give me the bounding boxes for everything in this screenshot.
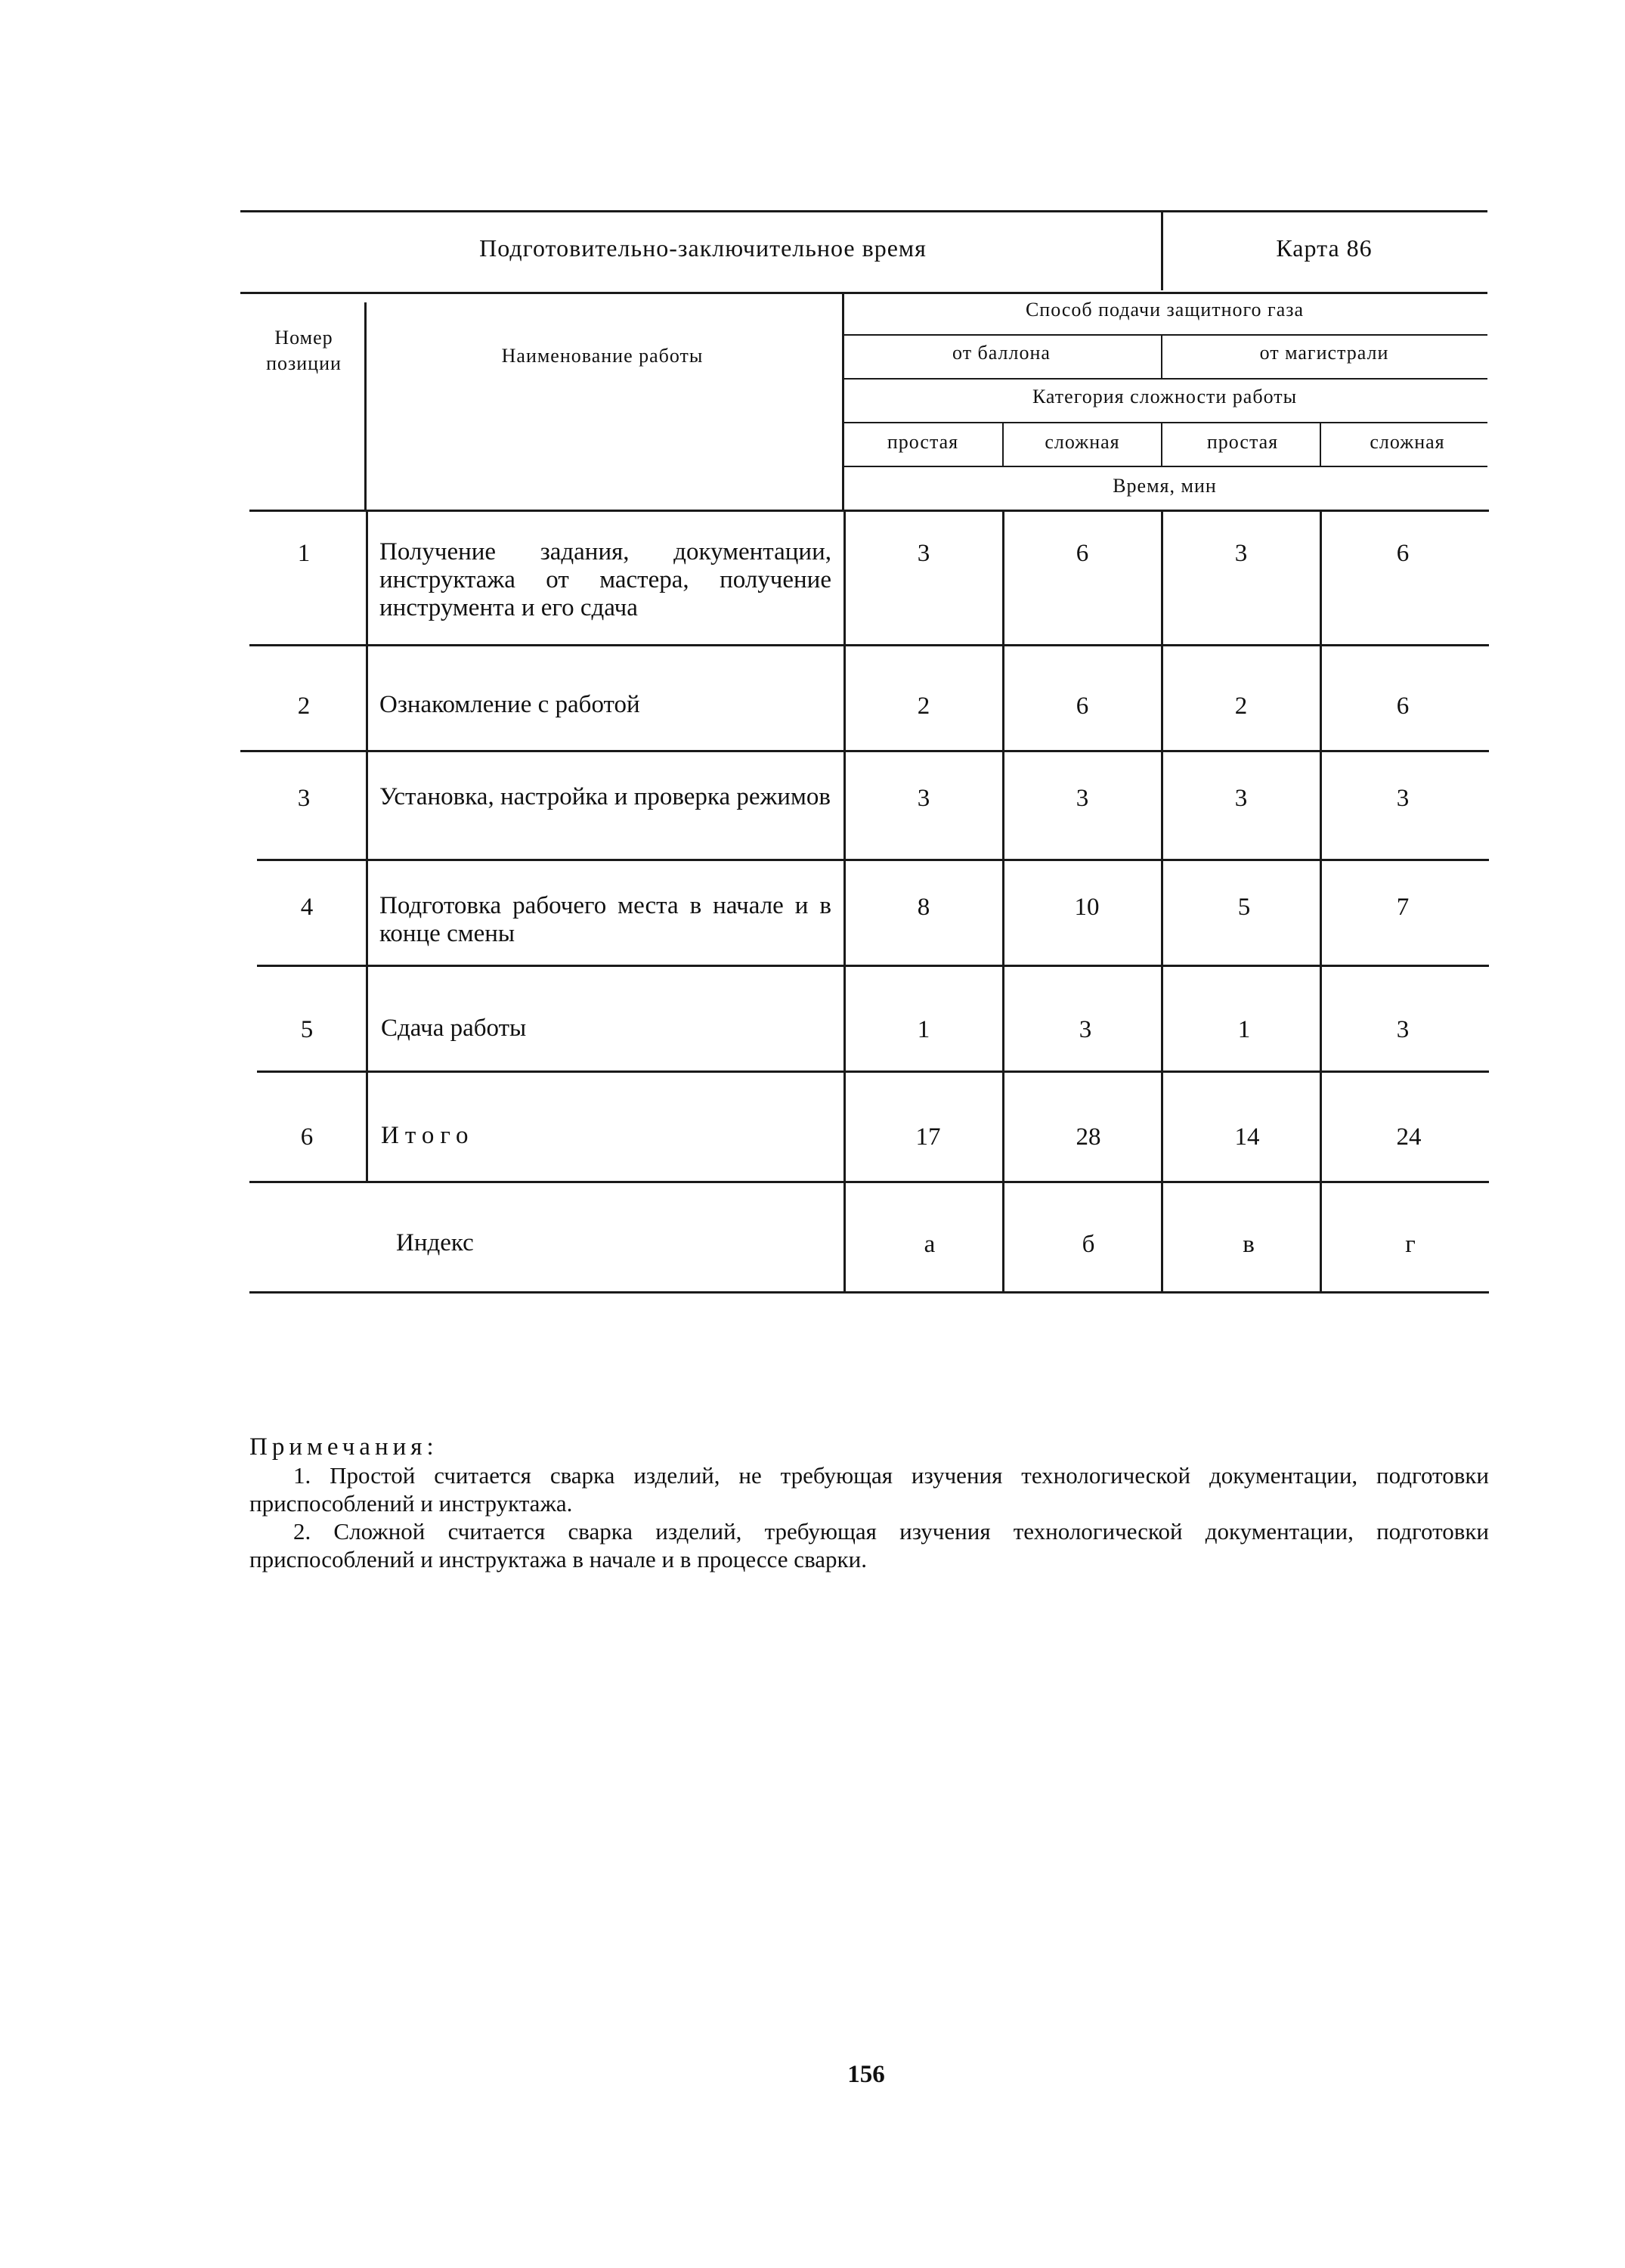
complex-cylinder-header: сложная — [1045, 431, 1120, 453]
row-3-name: Установка, настройка и проверка режимов — [379, 783, 831, 810]
from-main-header: от магистрали — [1259, 342, 1389, 364]
cat-divider-2 — [1161, 422, 1162, 466]
row-5-value-b: 3 — [1079, 1016, 1092, 1043]
body-divider-v3 — [1320, 510, 1322, 1293]
row-6-value-c: 14 — [1234, 1123, 1260, 1151]
row-5-value-a: 1 — [917, 1016, 930, 1043]
simple-cylinder-header: простая — [887, 431, 959, 453]
title-top-rule — [240, 210, 1487, 212]
row-2-value-d: 6 — [1396, 692, 1410, 720]
notes-block — [249, 1433, 1489, 1573]
from-cylinder-header: от баллона — [952, 342, 1051, 364]
row-3-value-c: 3 — [1234, 785, 1248, 812]
table-top-rule — [240, 292, 1487, 294]
row-4-value-b: 10 — [1074, 894, 1100, 921]
complexity-header: Категория сложности работы — [1032, 386, 1298, 407]
column-header-position: Номер позиции — [266, 327, 342, 374]
row-4-value-d: 7 — [1396, 894, 1410, 921]
row-1-name: Получение задания, документации, инструктажа от мастера, получение инструмента и его сдача — [379, 538, 831, 621]
note-2: 2. Сложной считается сварка изделий, требующая изучения технологической документации, подготовки приспособлений и инструктажа в начале и в процессе сварки. — [249, 1518, 1489, 1572]
body-divider-v2 — [1161, 510, 1163, 1293]
row-6-value-a: 17 — [915, 1123, 941, 1151]
row-4-number: 4 — [300, 894, 314, 921]
page-number: 156 — [847, 2061, 885, 2088]
row-3-value-a: 3 — [917, 785, 930, 812]
header-bottom-rule — [249, 510, 1489, 512]
page-title: Подготовительно-заключительное время — [479, 234, 927, 262]
row-3-rule — [257, 859, 1489, 861]
row-2-rule — [240, 750, 1489, 752]
row-1-value-a: 3 — [917, 540, 930, 567]
card-number: Карта 86 — [1276, 234, 1373, 262]
row-6-number: 6 — [300, 1123, 314, 1151]
row-6-rule — [249, 1181, 1489, 1183]
complex-main-header: сложная — [1370, 431, 1445, 453]
index-value-c: в — [1243, 1231, 1255, 1258]
row-4-value-a: 8 — [917, 894, 930, 921]
row-2-number: 2 — [297, 692, 311, 720]
row-5-rule — [257, 1070, 1489, 1073]
row-6-value-b: 28 — [1076, 1123, 1101, 1151]
row-1-number: 1 — [297, 540, 311, 567]
row-4-name: Подготовка рабочего места в начале и в конце смены — [379, 892, 831, 947]
supply-rule — [842, 378, 1487, 380]
row-2-name: Ознакомление с работой — [379, 691, 640, 718]
row-1-value-b: 6 — [1076, 540, 1089, 567]
note-1: 1. Простой считается сварка изделий, не требующая изучения технологической документации, подготовки приспособлений и инструктажа. — [249, 1462, 1489, 1517]
row-3-value-d: 3 — [1396, 785, 1410, 812]
body-divider-v1 — [1002, 510, 1004, 1293]
index-label: Индекс — [396, 1229, 474, 1256]
row-6-name: Итого — [381, 1122, 475, 1149]
row-1-value-d: 6 — [1396, 540, 1410, 567]
column-header-name: Наименование работы — [501, 345, 704, 367]
category-rule — [842, 466, 1487, 467]
row-4-value-c: 5 — [1237, 894, 1251, 921]
index-value-b: б — [1082, 1231, 1095, 1258]
row-6-value-d: 24 — [1396, 1123, 1422, 1151]
row-5-value-c: 1 — [1237, 1016, 1251, 1043]
body-divider-name — [843, 510, 846, 1293]
gas-supply-header: Способ подачи защитного газа — [1025, 299, 1305, 321]
row-4-rule — [257, 965, 1489, 967]
header-divider-num — [364, 302, 367, 510]
row-5-number: 5 — [300, 1016, 314, 1043]
index-value-d: г — [1405, 1231, 1416, 1258]
row-5-value-d: 3 — [1396, 1016, 1410, 1043]
title-divider — [1161, 212, 1163, 290]
time-unit-header: Время, мин — [1113, 475, 1217, 497]
header-divider-name — [842, 292, 844, 510]
row-5-name: Сдача работы — [381, 1015, 527, 1042]
supply-divider — [1161, 334, 1162, 378]
row-1-rule — [249, 644, 1489, 646]
notes-title: Примечания: — [249, 1433, 438, 1461]
simple-main-header: простая — [1206, 431, 1279, 453]
table-bottom-rule — [249, 1291, 1489, 1294]
row-3-number: 3 — [297, 785, 311, 812]
complexity-rule — [842, 422, 1487, 423]
cat-divider-3 — [1320, 422, 1321, 466]
row-2-value-a: 2 — [917, 692, 930, 720]
gas-supply-rule — [842, 334, 1487, 336]
row-2-value-c: 2 — [1234, 692, 1248, 720]
row-1-value-c: 3 — [1234, 540, 1248, 567]
index-value-a: а — [924, 1231, 936, 1258]
body-divider-num — [366, 510, 368, 1181]
row-2-value-b: 6 — [1076, 692, 1089, 720]
cat-divider-1 — [1002, 422, 1004, 466]
row-3-value-b: 3 — [1076, 785, 1089, 812]
